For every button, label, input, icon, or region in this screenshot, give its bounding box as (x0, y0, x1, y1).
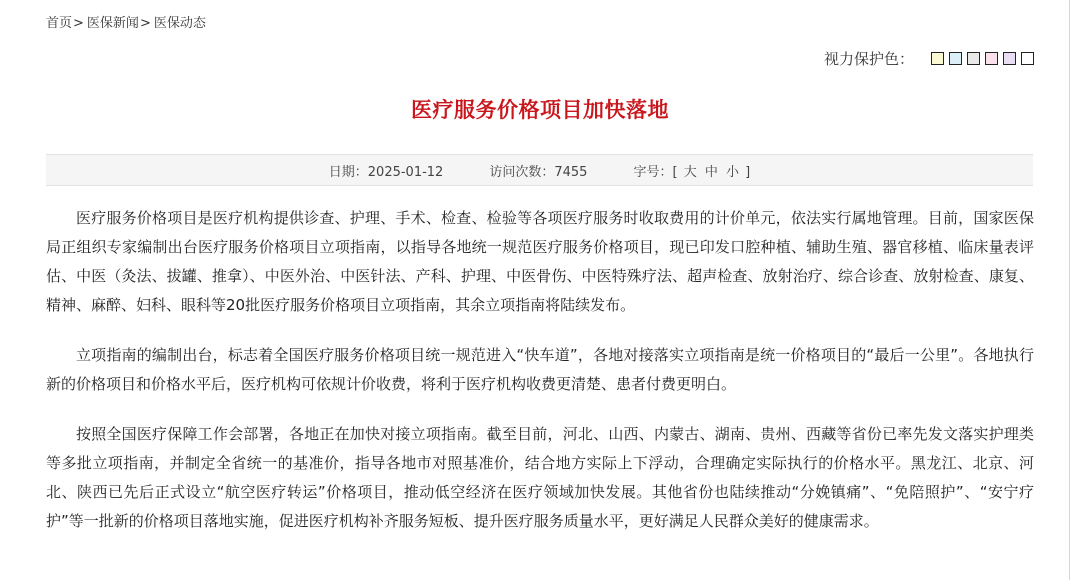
vision-protection-label: 视力保护色： (823, 50, 914, 68)
font-size-switcher (633, 161, 750, 180)
breadcrumb-home-link[interactable]: 首页 (46, 16, 73, 31)
font-size-label: 字号： (633, 164, 673, 180)
vision-protection-color-picker (824, 48, 1034, 69)
font-bracket-close: ] (745, 164, 751, 180)
visits-value: 7455 (554, 164, 588, 180)
swatch-purple[interactable] (1003, 52, 1016, 65)
swatch-pink[interactable] (985, 52, 998, 65)
article-visits (489, 161, 587, 180)
visits-label: 访问次数： (489, 164, 555, 180)
font-bracket-open: [ (672, 164, 678, 180)
font-size-medium-button[interactable]: 中 (704, 164, 718, 180)
date-value: 2025-01-12 (367, 164, 444, 180)
article-paragraph: 医疗服务价格项目是医疗机构提供诊查、护理、手术、检查、检验等各项医疗服务时收取费用的计价单元，依法实行属地管理。目前，国家医保局正组织专家编制出台医疗服务价格项目立项指南，以指导各地统一规范医疗服务价格项目，现已印发口腔种植、辅助生殖、器官移植、临床量表评估、中医（灸法、拔罐、推拿）、中医外治、中医针法、产科、护理、中医骨伤、中医特殊疗法、超声检查、放射治疗、综合诊查、放射检查、康复、精神、麻醉、妇科、眼科等20批医疗服务价格项目立项指南，其余立项指南将陆续发布。 (46, 209, 1034, 314)
page-right-border (1069, 0, 1070, 580)
breadcrumb-news-link[interactable]: 医保新闻 (86, 16, 139, 31)
swatch-yellow[interactable] (931, 52, 944, 65)
article-date (329, 161, 444, 180)
date-label: 日期： (328, 164, 368, 180)
breadcrumb-separator: > (139, 16, 151, 31)
article-paragraph: 立项指南的编制出台，标志着全国医疗服务价格项目统一规范进入“快车道”，各地对接落实立项指南是统一价格项目的“最后一公里”。各地执行新的价格项目和价格水平后，医疗机构可依规计价收费，将利于医疗机构收费更清楚、患者付费更明白。 (46, 346, 1034, 393)
breadcrumb-current-link[interactable]: 医保动态 (153, 16, 206, 31)
breadcrumb (46, 12, 206, 31)
article-title: 医疗服务价格项目加快落地 (411, 98, 669, 122)
font-size-large-button[interactable]: 大 (683, 164, 697, 180)
swatch-gray[interactable] (967, 52, 980, 65)
article-meta-bar (46, 154, 1033, 186)
font-size-small-button[interactable]: 小 (726, 164, 740, 180)
article-content (46, 204, 1034, 557)
article-paragraph: 按照全国医疗保障工作会部署，各地正在加快对接立项指南。截至目前，河北、山西、内蒙古、湖南、贵州、西藏等省份已率先发文落实护理类等多批立项指南，并制定全省统一的基准价，指导各地市对照基准价，结合地方实际上下浮动，合理确定实际执行的价格水平。黑龙江、北京、河北、陕西已先后正式设立“航空医疗转运”价格项目，推动低空经济在医疗领域加快发展。其他省份也陆续推动“分娩镇痛”、“免陪照护”、“安宁疗护”等一批新的价格项目落地实施，促进医疗机构补齐服务短板、提升医疗服务质量水平，更好满足人民群众美好的健康需求。 (46, 425, 1034, 530)
swatch-white[interactable] (1021, 52, 1034, 65)
breadcrumb-separator: > (73, 16, 84, 31)
swatch-blue[interactable] (949, 52, 962, 65)
